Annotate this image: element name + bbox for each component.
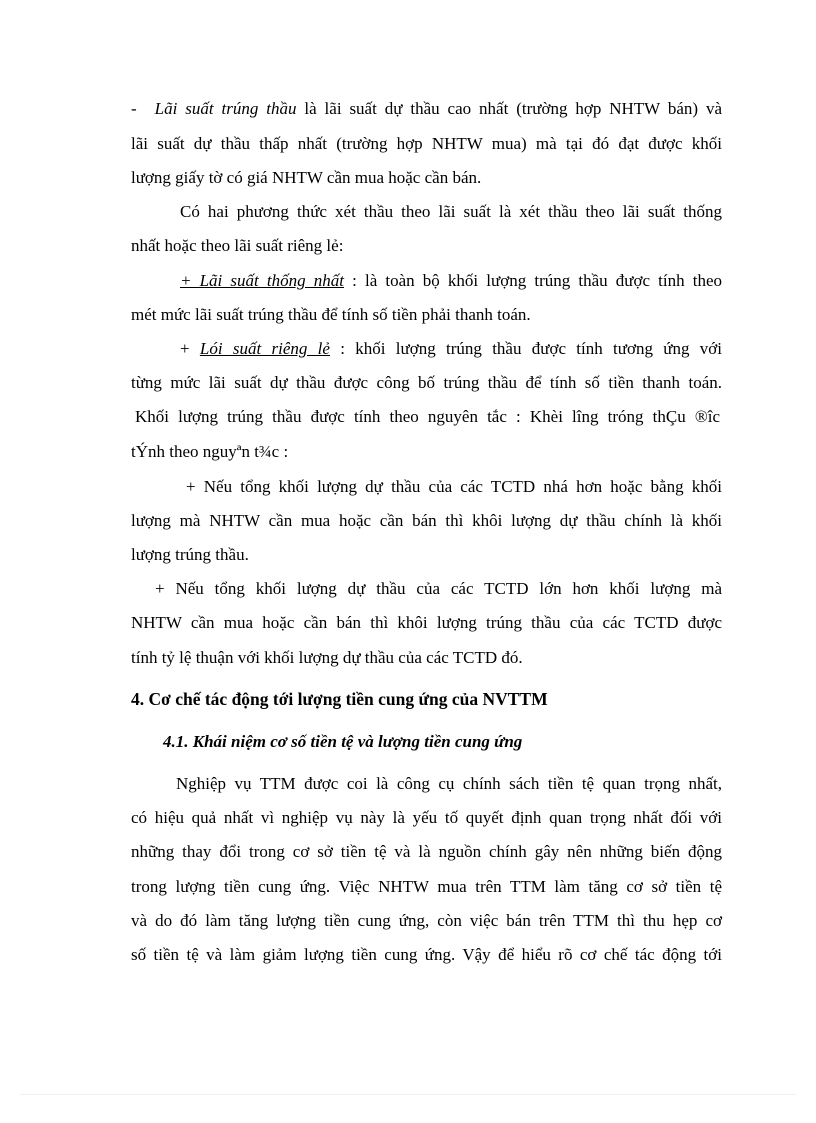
p5-line-1: Khối lượng trúng thầu được tính theo nguyên tắc : Khèi lîng tróng thÇu ®îc [135,407,720,426]
p4-line-1 [180,339,722,359]
p6-line-1: + Nếu tổng khối lượng dự thầu của các TCTD nhá hơn hoặc bằng khối [186,477,722,496]
p6-line-2: lượng mà NHTW cần mua hoặc cần bán thì khôi lượng dự thầu chính là khối [131,511,722,530]
p7-line-2: NHTW cần mua hoặc cần bán thì khôi lượng trúng thầu của các TCTD được [131,613,722,632]
page-bottom-divider [20,1094,796,1095]
p1-line-1 [131,99,722,119]
p3-term: + Lãi suất thống nhất [180,271,344,290]
body-line-1: Nghiệp vụ TTM được coi là công cụ chính sách tiền tệ quan trọng nhất, [176,774,722,793]
p4-plus: + [180,339,200,358]
p2-line-1: Có hai phương thức xét thầu theo lãi suất là xét thầu theo lãi suất thống [180,202,722,221]
p4-line-1-rest: : khối lượng trúng thầu được tính tương ứng với [329,339,722,358]
body-line-2: có hiệu quả nhất vì nghiệp vụ này là yếu tố quyết định quan trọng nhất đối với [131,808,722,827]
body-line-6: số tiền tệ và làm giảm lượng tiền cung ứng. Vậy để hiểu rõ cơ chế tác động tới [131,945,722,964]
p1-term: Lãi suất trúng thầu [154,99,297,118]
section-4-1-heading: 4.1. Khái niệm cơ số tiền tệ và lượng tiền cung ứng [163,732,523,751]
body-line-5: và do đó làm tăng lượng tiền cung ứng, còn việc bán trên TTM thì thu hẹp cơ [131,911,722,930]
p7-line-3: tính tỷ lệ thuận với khối lượng dự thầu của các TCTD đó. [131,648,523,667]
p3-line-1 [180,271,722,291]
body-line-4: trong lượng tiền cung ứng. Việc NHTW mua trên TTM làm tăng cơ sở tiền tệ [131,877,722,896]
p5-line-2: tÝnh theo nguyªn t¾c : [131,442,289,461]
section-4-heading: 4. Cơ chế tác động tới lượng tiền cung ứng của NVTTM [131,689,548,709]
p4-term: Lói suất riêng lẻ [199,339,330,358]
p1-line-2: lãi suất dự thầu thấp nhất (trường hợp NHTW mua) mà tại đó đạt được khối [131,134,722,153]
p3-line-2: mét mức lãi suất trúng thầu để tính số tiền phải thanh toán. [131,305,531,324]
p1-line-1-rest: là lãi suất dự thầu cao nhất (trường hợp NHTW bán) và [296,99,722,118]
p7-line-1: + Nếu tổng khối lượng dự thầu của các TCTD lớn hơn khối lượng mà [155,579,722,598]
p3-line-1-rest: : là toàn bộ khối lượng trúng thầu được tính theo [343,271,723,290]
p4-line-2: từng mức lãi suất dự thầu được công bố trúng thầu để tính số tiền thanh toán. [131,373,722,392]
p1-dash: - [131,99,137,118]
p1-line-3: lượng giấy tờ có giá NHTW cần mua hoặc cần bán. [131,168,482,187]
body-line-3: những thay đổi trong cơ sở tiền tệ và là nguồn chính gây nên những biến động [131,842,722,861]
p6-line-3: lượng trúng thầu. [131,545,249,564]
p2-line-2: nhất hoặc theo lãi suất riêng lẻ: [131,236,344,255]
